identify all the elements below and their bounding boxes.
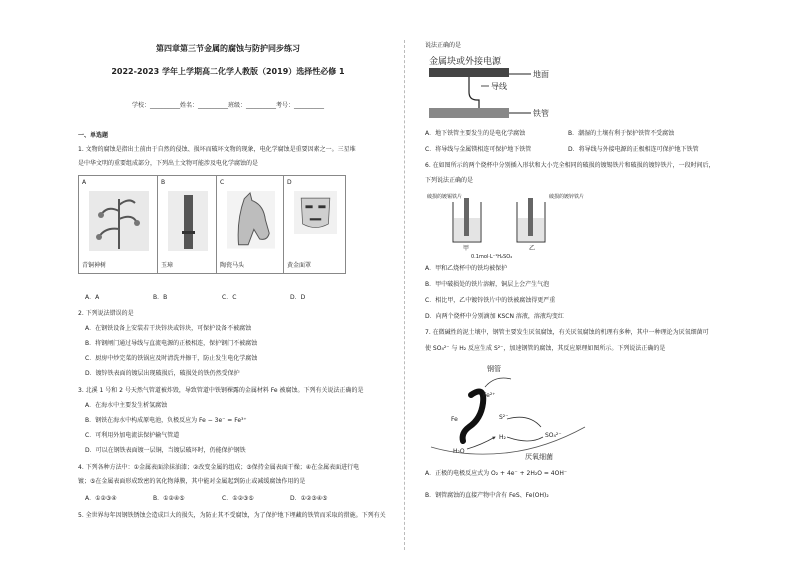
q1-option-c[interactable]: C．C — [222, 294, 237, 301]
bronze-tree-image — [89, 191, 149, 251]
pipe-label: 铁管 — [533, 109, 549, 118]
q2-option-c[interactable]: C．厨房中炒完菜的铁锅应及时清洗并擦干，防止发生电化学腐蚀 — [85, 355, 258, 362]
q5-pipe-figure — [425, 52, 565, 124]
q3-option-a[interactable]: A．在海水中主要发生析氢腐蚀 — [85, 402, 168, 409]
q1-option-a[interactable]: A．A — [85, 294, 100, 301]
artifact-cell-d — [284, 176, 346, 274]
gold-mask-image — [294, 191, 337, 234]
cell-name: 玉璋 — [161, 261, 174, 269]
q6-beaker-figure — [425, 188, 585, 260]
q6-option-c[interactable]: C．相比甲，乙中镀锌铁片中的铁被腐蚀得更严重 — [425, 297, 556, 304]
fe2-label: Fe²⁺ — [483, 392, 496, 399]
q2-option-a[interactable]: A．在钢铁设备上安装若干块锌块或锌块，可保护设备不被腐蚀 — [85, 325, 252, 332]
q5-option-d[interactable]: D．将导线与外接电源的正极相连可保护地下铁管 — [568, 146, 699, 153]
cell-name: 黄金面罩 — [287, 261, 312, 269]
artifact-cell-c — [217, 176, 284, 274]
q4-option-c[interactable]: C．①②③⑤ — [222, 495, 254, 502]
q5-option-b[interactable]: B．潮湿的土壤有利于保护铁管不受腐蚀 — [568, 130, 675, 137]
fe-label: Fe — [451, 416, 458, 423]
q4-stem-line1: 4. 下列各种方法中：①金属表面涂抹油漆；②改变金属的组成；③保持金属表面干燥；④在金属表面进行电 — [78, 464, 360, 471]
beaker-yi-label: 乙 — [529, 245, 536, 252]
cell-name: 青铜神树 — [82, 261, 107, 269]
q1-option-b[interactable]: B．B — [153, 294, 168, 301]
cell-letter: A — [82, 179, 87, 186]
q1-stem-line1: 1. 文物的腐蚀是指出土前由于自然的侵蚀、损坏而破坏文物的现象，电化学腐蚀是重要因素之一。三星堆 — [78, 146, 356, 153]
q4-stem-line2: 镀；⑤在金属表面形成致密的氧化物薄膜，其中能对金属起到防止或减缓腐蚀作用的是 — [78, 478, 306, 485]
q2-option-d[interactable]: D．镀锌铁表面的镀层出现破损后，破损处的铁仍然受保护 — [85, 370, 240, 377]
q2-option-b[interactable]: B．将钢闸门通过导线与直流电源的正极相连，保护钢门不被腐蚀 — [85, 340, 258, 347]
student-info-line: 学校：__________姓名：__________班级：__________考号：__________ — [131, 102, 324, 109]
q4-option-d[interactable]: D．①②③④⑤ — [290, 495, 328, 502]
q4-option-a[interactable]: A．①②③④ — [85, 495, 117, 502]
ceramic-horse-head-image — [227, 191, 275, 249]
q5-option-c[interactable]: C．将导线与金属镁相连可保护地下铁管 — [425, 146, 532, 153]
q7-stem-line1: 7. 在微碱性的泥土壤中，钢管主要发生厌氧腐蚀，有关厌氧腐蚀的机理有多种，其中一种理论为厌氧细菌可 — [425, 329, 709, 336]
q3-option-d[interactable]: D．可以在钢铁表面镀一层铜，当镀层破坏时，仍能保护钢铁 — [85, 447, 246, 454]
bacteria-label: 厌氧细菌 — [525, 453, 553, 461]
h2o-label: H₂O — [453, 448, 465, 455]
q2-stem: 2. 下列说法错误的是 — [78, 310, 134, 317]
artifact-cell-a — [79, 176, 158, 274]
q6-stem-line1: 6. 在如图所示的两个烧杯中分别插入形状和大小完全相同的破损的镀锡铁片和破损的镀锌铁片，一段时间后， — [425, 162, 715, 169]
artifact-table — [78, 175, 346, 274]
so4-label: SO₄²⁻ — [545, 432, 562, 439]
column-divider — [404, 40, 405, 550]
cell-letter: B — [161, 179, 166, 186]
q3-stem: 3. 北溪 1 号和 2 号天然气管道被炸毁，导致管道中铁钢裸露的金属材料 Fe 被腐蚀。下列有关说法正确的是 — [78, 387, 364, 394]
q6-option-b[interactable]: B．甲中破损处的铁片溶解，铜层上会产生气泡 — [425, 281, 550, 288]
q1-option-d[interactable]: D．D — [290, 294, 306, 301]
q4-option-b[interactable]: B．①②④⑤ — [153, 495, 185, 502]
q7-stem-line2: 使 SO₄²⁻ 与 H₂ 反应生成 S²⁻，加速钢管的腐蚀，其反应原理如图所示。下列说法正确的是 — [425, 345, 666, 352]
wire-label: 导线 — [491, 82, 507, 91]
s2-label: S²⁻ — [499, 414, 509, 421]
solution-label: 0.1mol·L⁻¹H₂SO₄ — [471, 254, 513, 260]
q7-option-a[interactable]: A．正极的电极反应式为 O₂ + 4e⁻ + 2H₂O = 4OH⁻ — [425, 470, 568, 477]
q3-option-b[interactable]: B．钢铁在海水中构成原电池，负极反应为 Fe − 3e⁻ = Fe³⁺ — [85, 417, 247, 424]
beaker-jia-label: 甲 — [463, 245, 470, 252]
q6-stem-line2: 下列说法正确的是 — [425, 177, 474, 184]
q7-option-b[interactable]: B．钢管腐蚀的直接产物中含有 FeS、Fe(OH)₂ — [425, 492, 549, 499]
q6-option-a[interactable]: A．甲和乙烧杯中的铁均被保护 — [425, 265, 508, 272]
right-strip-label: 破损的镀锌铁片 — [549, 194, 585, 200]
pipe-label: 钢管 — [487, 365, 501, 373]
page-title: 第四章第三节金属的腐蚀与防护同步练习 — [156, 44, 300, 53]
q5-stem-line1: 5. 全世界每年因钢铁锈蚀会造成巨大的损失，为防止其不受腐蚀，为了保护地下埋藏的铁管而采取的措施。下列有关 — [78, 512, 386, 519]
q6-option-d[interactable]: D．向两个烧杯中分别滴加 KSCN 溶液，溶液均变红 — [425, 313, 564, 320]
jade-zhang-image — [168, 191, 208, 251]
section-heading: 一、单选题 — [78, 132, 109, 139]
q5-stem-line2: 说法正确的是 — [425, 42, 462, 49]
q7-corrosion-figure — [425, 357, 595, 462]
q3-option-c[interactable]: C．可利用外加电流法保护输气管道 — [85, 432, 180, 439]
cell-letter: C — [220, 179, 225, 186]
ground-label: 地面 — [533, 70, 549, 79]
cell-name: 陶瓷马头 — [220, 261, 245, 269]
artifact-cell-b — [158, 176, 217, 274]
q1-stem-line2: 是中华文明的重要组成部分，下列出土文物可能涉及电化学腐蚀的是 — [78, 160, 259, 167]
page-subtitle: 2022-2023 学年上学期高二化学人教版（2019）选择性必修 1 — [111, 67, 345, 76]
q5-option-a[interactable]: A．地下铁管主要发生的是电化学腐蚀 — [425, 130, 526, 137]
left-strip-label: 破损的镀锡铁片 — [427, 194, 463, 200]
h2-label: H₂ — [499, 434, 506, 441]
cell-letter: D — [287, 179, 292, 186]
power-label: 金属块或外接电源 — [429, 57, 502, 67]
